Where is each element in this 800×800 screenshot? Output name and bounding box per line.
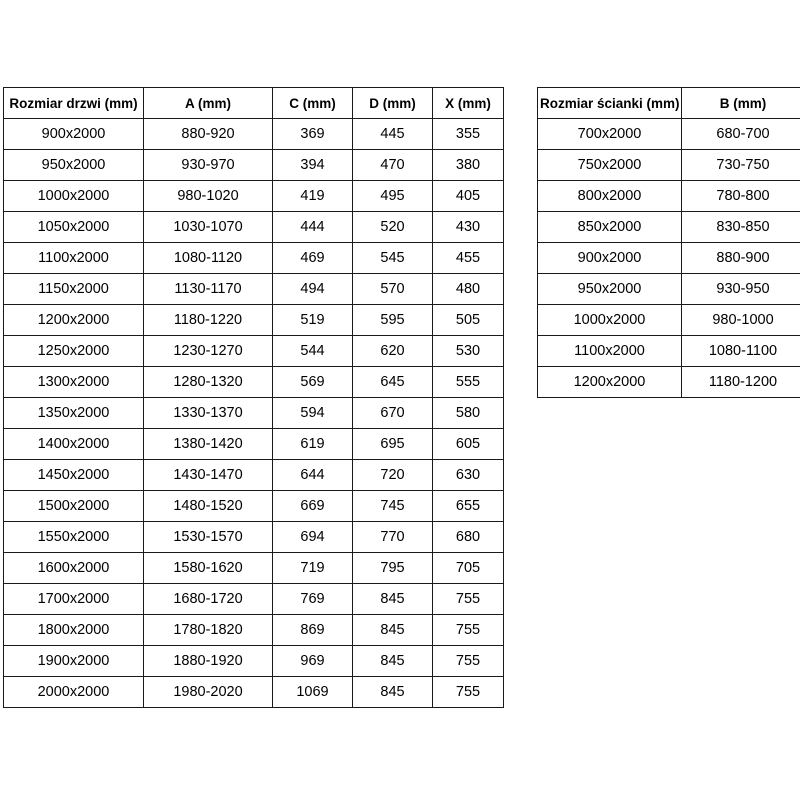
table-cell: 580 (433, 398, 504, 429)
table-cell: 1180-1220 (144, 305, 273, 336)
table-cell: 419 (273, 181, 353, 212)
table-row (4, 305, 504, 336)
table-cell: 1100x2000 (4, 243, 144, 274)
table-row (538, 274, 800, 305)
table-cell: 720 (353, 460, 433, 491)
table-cell: 1800x2000 (4, 615, 144, 646)
wall-sizes-table-head (538, 88, 800, 119)
table-cell: 700x2000 (538, 119, 682, 150)
table-cell: 630 (433, 460, 504, 491)
table-cell: 680 (433, 522, 504, 553)
table-cell: 1050x2000 (4, 212, 144, 243)
table-cell: 1000x2000 (4, 181, 144, 212)
table-cell: 1230-1270 (144, 336, 273, 367)
table-cell: 845 (353, 646, 433, 677)
table-cell: 1130-1170 (144, 274, 273, 305)
table-cell: 430 (433, 212, 504, 243)
table-cell: 1150x2000 (4, 274, 144, 305)
table-cell: 755 (433, 584, 504, 615)
table-cell: 1430-1470 (144, 460, 273, 491)
table-cell: 1530-1570 (144, 522, 273, 553)
header-row (4, 88, 504, 119)
table-cell: 1069 (273, 677, 353, 708)
table-cell: 769 (273, 584, 353, 615)
table-cell: 644 (273, 460, 353, 491)
table-cell: 800x2000 (538, 181, 682, 212)
table-cell: 455 (433, 243, 504, 274)
table-row (4, 677, 504, 708)
table-cell: 1500x2000 (4, 491, 144, 522)
table-cell: 1200x2000 (538, 367, 682, 398)
table-row (538, 305, 800, 336)
table-cell: 1280-1320 (144, 367, 273, 398)
table-cell: 930-950 (682, 274, 800, 305)
table-cell: 755 (433, 677, 504, 708)
table-cell: 730-750 (682, 150, 800, 181)
table-row (4, 150, 504, 181)
table-cell: 1550x2000 (4, 522, 144, 553)
table-row (538, 367, 800, 398)
table-cell: 880-920 (144, 119, 273, 150)
table-cell: 595 (353, 305, 433, 336)
table-cell: 1580-1620 (144, 553, 273, 584)
table-cell: 444 (273, 212, 353, 243)
table-cell: 544 (273, 336, 353, 367)
table-cell: 1700x2000 (4, 584, 144, 615)
table-cell: 594 (273, 398, 353, 429)
door-sizes-table-head (4, 88, 504, 119)
table-row (4, 460, 504, 491)
table-cell: 980-1000 (682, 305, 800, 336)
table-cell: 680-700 (682, 119, 800, 150)
table-row (4, 553, 504, 584)
table-cell: 470 (353, 150, 433, 181)
table-cell: 1180-1200 (682, 367, 800, 398)
table-cell: 1080-1120 (144, 243, 273, 274)
table-cell: 850x2000 (538, 212, 682, 243)
table-cell: 1300x2000 (4, 367, 144, 398)
table-row (4, 274, 504, 305)
column-header: X (mm) (433, 88, 504, 119)
table-cell: 719 (273, 553, 353, 584)
table-cell: 645 (353, 367, 433, 398)
column-header: D (mm) (353, 88, 433, 119)
table-cell: 845 (353, 615, 433, 646)
table-cell: 770 (353, 522, 433, 553)
table-cell: 980-1020 (144, 181, 273, 212)
table-cell: 530 (433, 336, 504, 367)
table-cell: 355 (433, 119, 504, 150)
table-cell: 1600x2000 (4, 553, 144, 584)
table-cell: 369 (273, 119, 353, 150)
table-cell: 445 (353, 119, 433, 150)
table-row (4, 398, 504, 429)
table-cell: 1080-1100 (682, 336, 800, 367)
wall-sizes-table (537, 87, 800, 398)
column-header: C (mm) (273, 88, 353, 119)
table-cell: 505 (433, 305, 504, 336)
table-cell: 930-970 (144, 150, 273, 181)
table-cell: 1480-1520 (144, 491, 273, 522)
table-row (4, 367, 504, 398)
wall-sizes-table-body (538, 119, 800, 398)
table-cell: 619 (273, 429, 353, 460)
table-cell: 605 (433, 429, 504, 460)
table-row (4, 336, 504, 367)
table-cell: 519 (273, 305, 353, 336)
table-row (538, 212, 800, 243)
table-cell: 780-800 (682, 181, 800, 212)
table-cell: 669 (273, 491, 353, 522)
table-cell: 394 (273, 150, 353, 181)
table-cell: 1350x2000 (4, 398, 144, 429)
table-row (4, 615, 504, 646)
table-cell: 495 (353, 181, 433, 212)
table-cell: 620 (353, 336, 433, 367)
table-cell: 845 (353, 584, 433, 615)
table-cell: 1900x2000 (4, 646, 144, 677)
table-cell: 570 (353, 274, 433, 305)
table-cell: 869 (273, 615, 353, 646)
table-row (4, 429, 504, 460)
table-cell: 469 (273, 243, 353, 274)
table-cell: 750x2000 (538, 150, 682, 181)
table-cell: 480 (433, 274, 504, 305)
table-row (538, 150, 800, 181)
table-row (4, 522, 504, 553)
table-cell: 900x2000 (538, 243, 682, 274)
table-cell: 1780-1820 (144, 615, 273, 646)
table-row (4, 243, 504, 274)
table-cell: 520 (353, 212, 433, 243)
table-cell: 880-900 (682, 243, 800, 274)
table-cell: 494 (273, 274, 353, 305)
table-cell: 745 (353, 491, 433, 522)
table-cell: 795 (353, 553, 433, 584)
table-cell: 705 (433, 553, 504, 584)
table-row (4, 119, 504, 150)
table-cell: 380 (433, 150, 504, 181)
table-cell: 950x2000 (538, 274, 682, 305)
door-sizes-table-body (4, 119, 504, 708)
column-header: A (mm) (144, 88, 273, 119)
table-row (538, 181, 800, 212)
table-row (4, 584, 504, 615)
table-cell: 655 (433, 491, 504, 522)
table-row (4, 491, 504, 522)
table-row (538, 119, 800, 150)
door-sizes-table (3, 87, 504, 708)
table-row (538, 243, 800, 274)
header-row (538, 88, 800, 119)
table-cell: 1000x2000 (538, 305, 682, 336)
table-cell: 1330-1370 (144, 398, 273, 429)
column-header: Rozmiar drzwi (mm) (4, 88, 144, 119)
table-cell: 1100x2000 (538, 336, 682, 367)
table-cell: 569 (273, 367, 353, 398)
table-cell: 1250x2000 (4, 336, 144, 367)
table-cell: 1030-1070 (144, 212, 273, 243)
table-cell: 1680-1720 (144, 584, 273, 615)
table-cell: 755 (433, 646, 504, 677)
table-cell: 1400x2000 (4, 429, 144, 460)
table-cell: 670 (353, 398, 433, 429)
table-cell: 555 (433, 367, 504, 398)
table-cell: 969 (273, 646, 353, 677)
table-cell: 830-850 (682, 212, 800, 243)
column-header: Rozmiar ścianki (mm) (538, 88, 682, 119)
table-cell: 405 (433, 181, 504, 212)
table-cell: 694 (273, 522, 353, 553)
table-cell: 1450x2000 (4, 460, 144, 491)
table-row (538, 336, 800, 367)
table-cell: 2000x2000 (4, 677, 144, 708)
table-cell: 545 (353, 243, 433, 274)
table-cell: 755 (433, 615, 504, 646)
table-cell: 1380-1420 (144, 429, 273, 460)
column-header: B (mm) (682, 88, 800, 119)
table-cell: 1200x2000 (4, 305, 144, 336)
table-cell: 1880-1920 (144, 646, 273, 677)
table-cell: 695 (353, 429, 433, 460)
table-cell: 900x2000 (4, 119, 144, 150)
table-cell: 1980-2020 (144, 677, 273, 708)
table-row (4, 212, 504, 243)
table-row (4, 181, 504, 212)
table-row (4, 646, 504, 677)
table-cell: 845 (353, 677, 433, 708)
table-cell: 950x2000 (4, 150, 144, 181)
